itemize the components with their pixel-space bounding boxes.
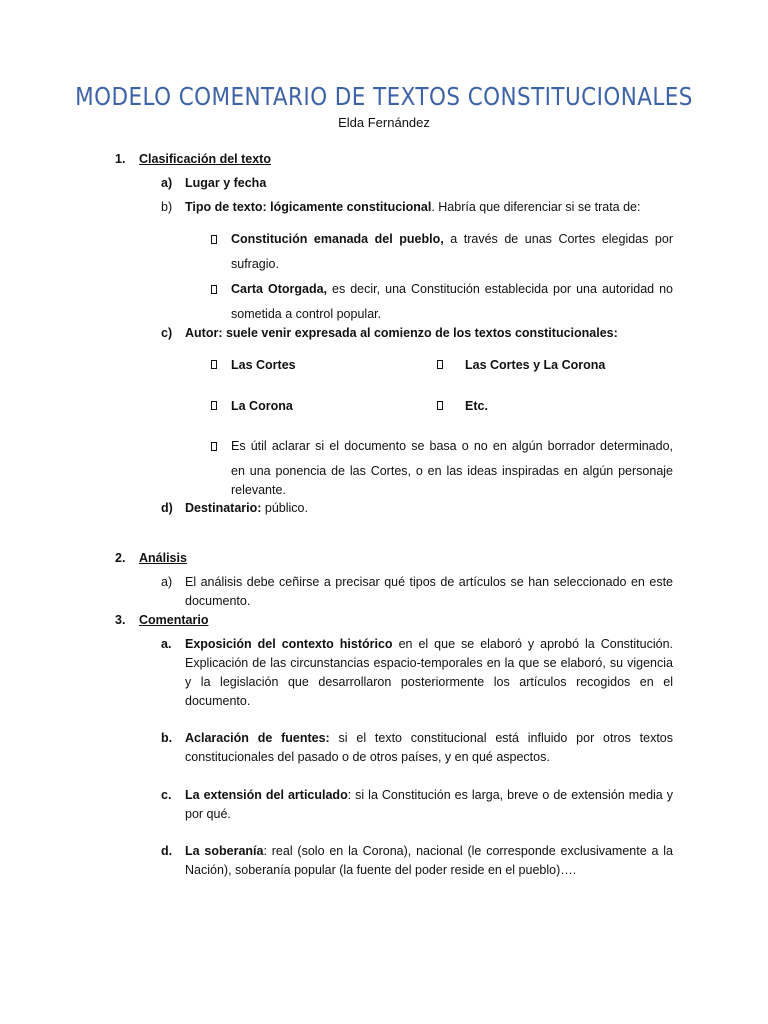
bullet-square-icon <box>437 401 443 410</box>
document-author: Elda Fernández <box>338 115 430 130</box>
bullet-square-icon <box>211 235 217 244</box>
item-1b2-text <box>231 280 673 299</box>
item-3a-rest: en el que se elaboró y aprobó la Constitución. Explicación de las circunstancias espacio-temporales en la que se elaboró, su vigencia y la legislación que desarrollaron posteriormente los artículos recogidos en el documento. <box>185 637 674 708</box>
item-1d-text <box>185 499 308 518</box>
item-3a-bold: Exposición del contexto histórico <box>185 637 393 651</box>
bullet-square-icon <box>437 360 443 369</box>
item-1c-note-line1: Es útil aclarar si el documento se basa o no en algún borrador determinado, <box>231 439 673 453</box>
item-3a-text <box>185 635 673 711</box>
item-1b-label: b) <box>161 200 173 214</box>
item-1d-label: d) <box>161 501 173 515</box>
author-option: Etc. <box>465 399 488 413</box>
item-1b1-rest: a través de unas Cortes elegidas por <box>443 232 673 246</box>
section-2-heading: Análisis <box>139 551 187 565</box>
item-1b1-bold: Constitución emanada del pueblo, <box>231 232 444 246</box>
item-3d-text <box>185 842 673 880</box>
item-2a-line2: documento. <box>185 594 251 608</box>
item-1a-label: a) <box>161 176 173 190</box>
item-3d-rest: : real (solo en la Corona), nacional (le corresponde exclusivamente a la Nación), soberanía popular (la fuente del poder reside en el pueblo)…. <box>185 844 673 877</box>
item-2a-line1: El análisis debe ceñirse a precisar qué tipos de artículos se han seleccionado en este <box>185 575 673 589</box>
item-1c-note-line2: en una ponencia de las Cortes, o en las ideas inspiradas en algún personaje <box>231 464 673 478</box>
section-1-heading: Clasificación del texto <box>139 152 271 166</box>
bullet-square-icon <box>211 360 217 369</box>
bullet-square-icon <box>211 442 217 451</box>
item-3b-label: b. <box>161 731 173 745</box>
section-3-number: 3. <box>115 613 126 627</box>
item-3c-label: c. <box>161 788 172 802</box>
item-1d-rest: público. <box>261 501 308 515</box>
bullet-square-icon <box>211 285 217 294</box>
item-1b2-cont: sometida a control popular. <box>231 307 382 321</box>
item-2a-label: a) <box>161 575 173 589</box>
section-1-number: 1. <box>115 152 126 166</box>
item-3b-text <box>185 729 673 767</box>
item-1c-text: Autor: suele venir expresada al comienzo de los textos constitucionales: <box>185 326 618 340</box>
item-1b1-cont: sufragio. <box>231 257 279 271</box>
item-3d-bold: La soberanía <box>185 844 264 858</box>
item-1b-text <box>185 198 640 217</box>
item-1a-text: Lugar y fecha <box>185 176 267 190</box>
author-option: Las Cortes y La Corona <box>465 358 606 372</box>
item-1c-note-line3: relevante. <box>231 483 286 497</box>
item-1c-label: c) <box>161 326 173 340</box>
item-1d-bold: Destinatario: <box>185 501 262 515</box>
document-title: MODELO COMENTARIO DE TEXTOS CONSTITUCIONALES <box>75 82 693 111</box>
item-3c-bold: La extensión del articulado <box>185 788 348 802</box>
item-1b2-rest: es decir, una Constitución establecida por una autoridad no <box>327 282 674 296</box>
section-2-number: 2. <box>115 551 126 565</box>
bullet-square-icon <box>211 401 217 410</box>
author-option: La Corona <box>231 399 293 413</box>
item-1b-rest: . Habría que diferenciar si se trata de: <box>431 200 641 214</box>
item-1b2-bold: Carta Otorgada, <box>231 282 328 296</box>
item-3a-label: a. <box>161 637 172 651</box>
author-option: Las Cortes <box>231 358 296 372</box>
item-3b-bold: Aclaración de fuentes: <box>185 731 330 745</box>
section-3-heading: Comentario <box>139 613 209 627</box>
item-3d-label: d. <box>161 844 173 858</box>
item-3b-rest: si el texto constitucional está influido por otros textos constitucionales del pasado o de otros países, y en qué aspectos. <box>185 731 673 764</box>
item-3c-text <box>185 786 673 824</box>
item-3c-rest: : si la Constitución es larga, breve o de extensión media y por qué. <box>185 788 673 821</box>
item-1b1-text <box>231 230 673 249</box>
item-1b-bold: Tipo de texto: lógicamente constitucional <box>185 200 432 214</box>
